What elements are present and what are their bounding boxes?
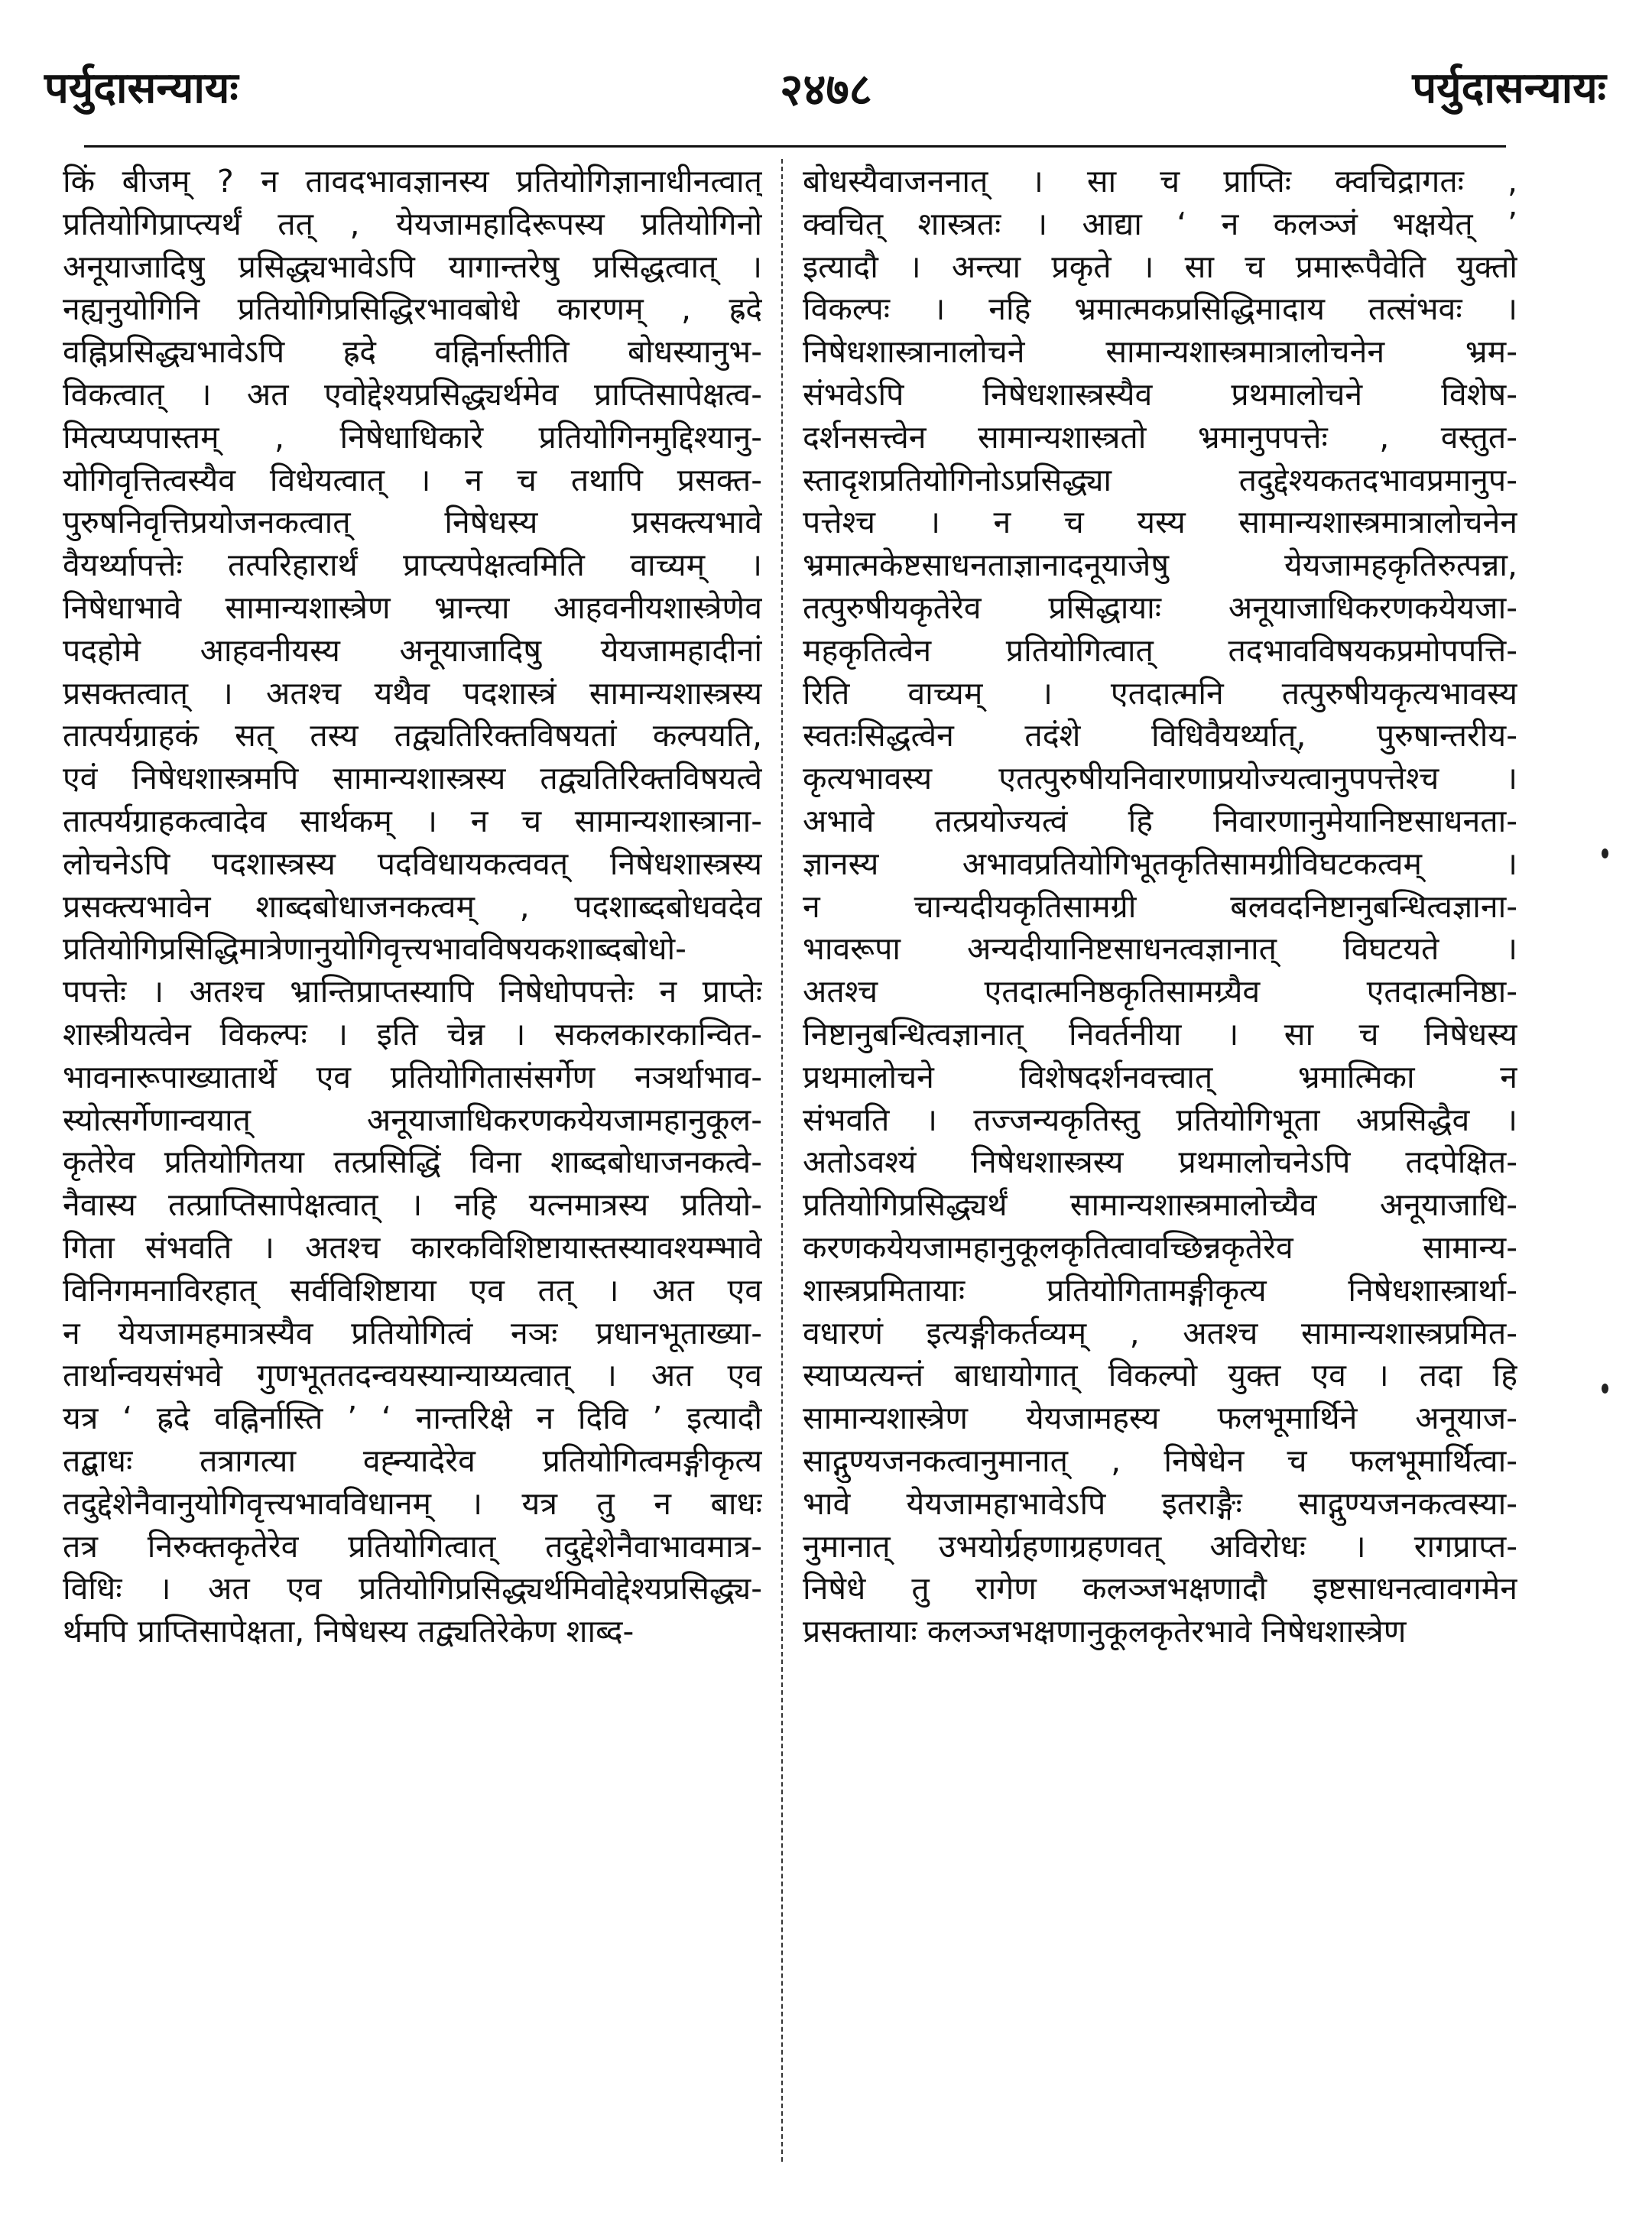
margin-speck xyxy=(1602,848,1608,858)
text-line: वधारणं इत्यङ्गीकर्तव्यम् , अतश्च सामान्यशास्त्रप्रमित- xyxy=(803,1314,1517,1351)
text-line: अनूयाजादिषु प्रसिद्ध्यभावेऽपि यागान्तरेषु प्रसिद्धत्वात् । xyxy=(63,248,762,285)
text-line: न चान्यदीयकृतिसामग्री बलवदनिष्टानुबन्धित्वज्ञाना- xyxy=(803,887,1517,925)
text-line: कृतेरेव प्रतियोगितया तत्प्रसिद्धिं विना शाब्दबोधाजनकत्वे- xyxy=(63,1144,762,1181)
text-line: तदुद्देशेनैवानुयोगिवृत्त्यभावविधानम् । यत्र तु न बाधः xyxy=(63,1484,762,1522)
left-column xyxy=(63,161,762,1653)
text-line: संभवेऽपि निषेधशास्त्रस्यैव प्रथमालोचने विशेष- xyxy=(803,375,1517,413)
text-line: तात्पर्यग्राहकत्वादेव सार्थकम् । न च सामान्यशास्त्राना- xyxy=(63,802,762,839)
text-line: प्रतियोगिप्रसिद्धिमात्रेणानुयोगिवृत्त्यभावविषयकशाब्दबोधो- xyxy=(63,930,686,968)
text-line: तात्पर्यग्राहकं सत् तस्य तद्व्यतिरिक्तविषयतां कल्पयति, xyxy=(63,717,762,754)
text-line: अतश्च एतदात्मनिष्ठकृतिसामग्र्यैव एतदात्मनिष्ठा- xyxy=(803,973,1517,1011)
text-line: लोचनेऽपि पदशास्त्रस्य पदविधायकत्ववत् निषेधशास्त्रस्य xyxy=(63,845,762,882)
text-line: वैयर्थ्यापत्तेः तत्परिहारार्थं प्राप्त्यपेक्षत्वमिति वाच्यम् । xyxy=(63,547,762,584)
text-line: प्रसक्त्यभावेन शाब्दबोधाजनकत्वम् , पदशाब्दबोधवदेव xyxy=(63,887,762,925)
page-number: २४७८ xyxy=(780,63,872,115)
text-line: प्रथमालोचने विशेषदर्शनवत्त्वात् भ्रमात्मिका न xyxy=(803,1058,1517,1095)
text-line: स्योत्सर्गेणान्वयात् अनूयाजाधिकरणकयेयजामहानुकूल- xyxy=(63,1101,762,1138)
text-line: भ्रमात्मकेष्टसाधनताज्ञानादनूयाजेषु येयजामहकृतिरुत्पन्ना, xyxy=(803,547,1517,584)
text-line: निष्टानुबन्धित्वज्ञानात् निवर्तनीया । सा च निषेधस्य xyxy=(803,1015,1517,1053)
text-line: भावरूपा अन्यदीयानिष्टसाधनत्वज्ञानात् विघटयते । xyxy=(803,930,1517,968)
text-line: प्रतियोगिप्रसिद्ध्यर्थं सामान्यशास्त्रमालोच्यैव अनूयाजाधि- xyxy=(803,1186,1517,1224)
text-line: करणकयेयजामहानुकूलकृतित्वावच्छिन्नकृतेरेव सामान्य- xyxy=(803,1228,1517,1266)
text-line: कृत्यभावस्य एतत्पुरुषीयनिवारणाप्रयोज्यत्वानुपपत्तेश्च । xyxy=(803,760,1517,797)
text-line: भावे येयजामहाभावेऽपि इतराङ्गैः साद्गुण्यजनकत्वस्या- xyxy=(803,1484,1517,1522)
text-line: निषेधशास्त्रानालोचने सामान्यशास्त्रमात्रालोचनेन भ्रम- xyxy=(803,333,1517,371)
text-line: इत्यादौ । अन्त्या प्रकृते । सा च प्रमारूपैवेति युक्तो xyxy=(803,248,1517,285)
text-line: तत्र निरुक्तकृतेरेव प्रतियोगित्वात् तदुद्देशेनैवाभावमात्र- xyxy=(63,1527,762,1565)
text-line: निषेधाभावे सामान्यशास्त्रेण भ्रान्त्या आहवनीयशास्त्रेणेव xyxy=(63,589,762,626)
text-line: ज्ञानस्य अभावप्रतियोगिभूतकृतिसामग्रीविघटकत्वम् । xyxy=(803,845,1517,882)
text-line: पपत्तेः । अतश्च भ्रान्तिप्राप्तस्यापि निषेधोपपत्तेः न प्राप्तेः xyxy=(63,973,762,1011)
text-line: प्रतियोगिप्राप्त्यर्थं तत् , येयजामहादिरूपस्य प्रतियोगिनो xyxy=(63,205,762,242)
text-line: तत्पुरुषीयकृतेरेव प्रसिद्धायाः अनूयाजाधिकरणकयेयजा- xyxy=(803,589,1517,626)
text-line: योगिवृत्तित्वस्यैव विधेयत्वात् । न च तथापि प्रसक्त- xyxy=(63,461,762,498)
text-line: न येयजामहमात्रस्यैव प्रतियोगित्वं नञः प्रधानभूताख्या- xyxy=(63,1314,762,1351)
margin-speck xyxy=(1602,1384,1608,1394)
text-line: रिति वाच्यम् । एतदात्मनि तत्पुरुषीयकृत्यभावस्य xyxy=(803,674,1517,712)
text-line: नुमानात् उभयोर्ग्रहणाग्रहणवत् अविरोधः । रागप्राप्त- xyxy=(803,1527,1517,1565)
text-line: महकृतित्वेन प्रतियोगित्वात् तदभावविषयकप्रमोपपत्ति- xyxy=(803,631,1517,669)
text-line: नैवास्य तत्प्राप्तिसापेक्षत्वात् । नहि यत्नमात्रस्य प्रतियो- xyxy=(63,1186,762,1224)
text-line: विनिगमनाविरहात् सर्वविशिष्टाया एव तत् । अत एव xyxy=(63,1271,762,1309)
text-line: विधिः । अत एव प्रतियोगिप्रसिद्ध्यर्थमिवोद्देश्यप्रसिद्ध्य- xyxy=(63,1570,762,1608)
text-line: बोधस्यैवाजननात् । सा च प्राप्तिः क्वचिद्रागतः , xyxy=(803,163,1517,200)
text-line: शास्त्रीयत्वेन विकल्पः । इति चेन्न । सकलकारकान्वित- xyxy=(63,1015,762,1053)
text-line: संभवति । तज्जन्यकृतिस्तु प्रतियोगिभूता अप्रसिद्धैव । xyxy=(803,1101,1517,1138)
text-line: अतोऽवश्यं निषेधशास्त्रस्य प्रथमालोचनेऽपि तदपेक्षित- xyxy=(803,1144,1517,1181)
text-line: यत्र ‘ ह्रदे वह्निर्नास्ति ’ ‘ नान्तरिक्षे न दिवि ’ इत्यादौ xyxy=(63,1400,762,1437)
text-line: प्रसक्तत्वात् । अतश्च यथैव पदशास्त्रं सामान्यशास्त्रस्य xyxy=(63,674,762,712)
text-line: एवं निषेधशास्त्रमपि सामान्यशास्त्रस्य तद्व्यतिरिक्तविषयत्वे xyxy=(63,760,762,797)
text-line: नह्यनुयोगिनि प्रतियोगिप्रसिद्धिरभावबोधे कारणम् , ह्रदे xyxy=(63,290,762,328)
text-line: पुरुषनिवृत्तिप्रयोजनकत्वात् निषेधस्य प्रसक्त्यभावे xyxy=(63,504,762,541)
text-line: स्वतःसिद्धत्वेन तदंशे विधिवैयर्थ्यात्, पुरुषान्तरीय- xyxy=(803,717,1517,754)
text-line: पदहोमे आहवनीयस्य अनूयाजादिषु येयजामहादीनां xyxy=(63,631,762,669)
text-line: दर्शनसत्त्वेन सामान्यशास्त्रतो भ्रमानुपपत्तेः , वस्तुत- xyxy=(803,418,1517,456)
header-rule xyxy=(84,145,1506,148)
text-line: शास्त्रप्रमितायाः प्रतियोगितामङ्गीकृत्य निषेधशास्त्रार्था- xyxy=(803,1271,1517,1309)
text-line: विकल्पः । नहि भ्रमात्मकप्रसिद्धिमादाय तत्संभवः । xyxy=(803,290,1517,328)
column-divider xyxy=(781,159,783,2162)
text-line: स्तादृशप्रतियोगिनोऽप्रसिद्ध्या तदुद्देश्यकतदभावप्रमानुप- xyxy=(803,461,1517,498)
text-line: किं बीजम् ? न तावदभावज्ञानस्य प्रतियोगिज्ञानाधीनत्वात् xyxy=(63,163,762,200)
text-line: प्रसक्तायाः कलञ्जभक्षणानुकूलकृतेरभावे निषेधशास्त्रेण xyxy=(803,1613,1407,1650)
text-line: मित्यप्यपास्तम् , निषेधाधिकारे प्रतियोगिनमुद्दिश्यानु- xyxy=(63,418,762,456)
right-column xyxy=(803,161,1517,1653)
text-line: विकत्वात् । अत एवोद्देश्यप्रसिद्ध्यर्थमेव प्राप्तिसापेक्षत्व- xyxy=(63,375,762,413)
running-head-left: पर्युदासन्यायः xyxy=(44,63,239,113)
text-line: अभावे तत्प्रयोज्यत्वं हि निवारणानुमेयानिष्टसाधनता- xyxy=(803,802,1517,839)
running-head-right: पर्युदासन्यायः xyxy=(1412,63,1606,113)
text-line: स्याप्यत्यन्तं बाधायोगात् विकल्पो युक्त एव । तदा हि xyxy=(803,1357,1517,1394)
text-line: साद्गुण्यजनकत्वानुमानात् , निषेधेन च फलभूमार्थित्वा- xyxy=(803,1442,1517,1479)
text-line: गिता संभवति । अतश्च कारकविशिष्टायास्तस्यावश्यम्भावे xyxy=(63,1228,762,1266)
text-line: निषेधे तु रागेण कलञ्जभक्षणादौ इष्टसाधनत्वावगमेन xyxy=(803,1570,1517,1608)
text-line: र्थमपि प्राप्तिसापेक्षता, निषेधस्य तद्व्यतिरेकेण शाब्द- xyxy=(63,1613,635,1650)
text-line: वह्निप्रसिद्ध्यभावेऽपि ह्रदे वह्निर्नास्तीति बोधस्यानुभ- xyxy=(63,333,762,371)
text-line: तार्थान्वयसंभवे गुणभूततदन्वयस्यान्याय्यत्वात् । अत एव xyxy=(63,1357,762,1394)
text-line: क्वचित् शास्त्रतः । आद्या ‘ न कलञ्जं भक्षयेत् ’ xyxy=(803,205,1517,242)
text-line: तद्बाधः तत्रागत्या वह्न्यादेरेव प्रतियोगित्वमङ्गीकृत्य xyxy=(63,1442,762,1479)
text-line: भावनारूपाख्यातार्थे एव प्रतियोगितासंसर्गेण नञर्थाभाव- xyxy=(63,1058,762,1095)
text-line: पत्तेश्च । न च यस्य सामान्यशास्त्रमात्रालोचनेन xyxy=(803,504,1517,541)
page-header xyxy=(0,0,1652,145)
text-line: सामान्यशास्त्रेण येयजामहस्य फलभूमार्थिने अनूयाज- xyxy=(803,1400,1517,1437)
